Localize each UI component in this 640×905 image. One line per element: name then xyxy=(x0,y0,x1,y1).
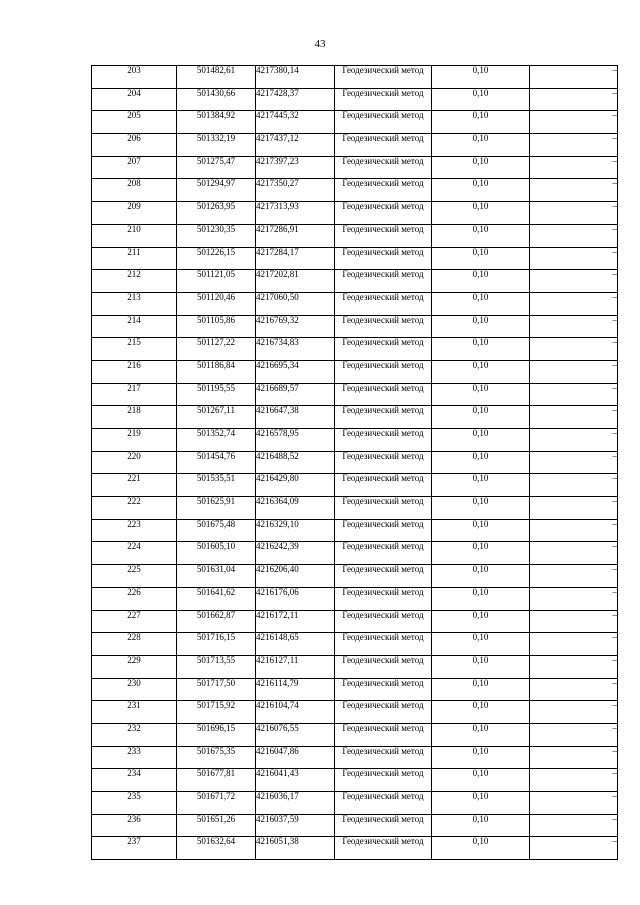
point-number-cell: 237 xyxy=(92,837,177,860)
accuracy-cell: 0,10 xyxy=(432,542,530,565)
table-row xyxy=(92,429,618,452)
point-number-cell: 208 xyxy=(92,179,177,202)
accuracy-cell: 0,10 xyxy=(432,338,530,361)
table-row xyxy=(92,315,618,338)
x-coordinate-cell: 501226,15 xyxy=(177,247,256,270)
x-coordinate-cell: 501632,64 xyxy=(177,837,256,860)
point-number-cell: 219 xyxy=(92,429,177,452)
accuracy-cell: 0,10 xyxy=(432,519,530,542)
point-number-cell: 216 xyxy=(92,360,177,383)
table-row xyxy=(92,156,618,179)
y-coordinate-cell: 4216578,95 xyxy=(256,429,335,452)
note-cell: – xyxy=(530,247,618,270)
table-row xyxy=(92,678,618,701)
method-cell: Геодезический метод xyxy=(335,315,432,338)
accuracy-cell: 0,10 xyxy=(432,224,530,247)
x-coordinate-cell: 501127,22 xyxy=(177,338,256,361)
y-coordinate-cell: 4217313,93 xyxy=(256,202,335,225)
y-coordinate-cell: 4217350,27 xyxy=(256,179,335,202)
table-row xyxy=(92,497,618,520)
accuracy-cell: 0,10 xyxy=(432,88,530,111)
y-coordinate-cell: 4216429,80 xyxy=(256,474,335,497)
note-cell: – xyxy=(530,678,618,701)
accuracy-cell: 0,10 xyxy=(432,270,530,293)
table-row xyxy=(92,723,618,746)
x-coordinate-cell: 501186,84 xyxy=(177,360,256,383)
point-number-cell: 204 xyxy=(92,88,177,111)
point-number-cell: 205 xyxy=(92,111,177,134)
y-coordinate-cell: 4216104,74 xyxy=(256,701,335,724)
x-coordinate-cell: 501671,72 xyxy=(177,792,256,815)
table-row xyxy=(92,814,618,837)
method-cell: Геодезический метод xyxy=(335,270,432,293)
table-row xyxy=(92,134,618,157)
x-coordinate-cell: 501605,10 xyxy=(177,542,256,565)
table-row xyxy=(92,701,618,724)
table-row xyxy=(92,338,618,361)
method-cell: Геодезический метод xyxy=(335,383,432,406)
accuracy-cell: 0,10 xyxy=(432,429,530,452)
y-coordinate-cell: 4217428,37 xyxy=(256,88,335,111)
y-coordinate-cell: 4217284,17 xyxy=(256,247,335,270)
y-coordinate-cell: 4217286,91 xyxy=(256,224,335,247)
point-number-cell: 206 xyxy=(92,134,177,157)
table-row xyxy=(92,406,618,429)
method-cell: Геодезический метод xyxy=(335,474,432,497)
method-cell: Геодезический метод xyxy=(335,88,432,111)
accuracy-cell: 0,10 xyxy=(432,292,530,315)
method-cell: Геодезический метод xyxy=(335,360,432,383)
x-coordinate-cell: 501105,86 xyxy=(177,315,256,338)
accuracy-cell: 0,10 xyxy=(432,610,530,633)
y-coordinate-cell: 4216127,11 xyxy=(256,655,335,678)
note-cell: – xyxy=(530,542,618,565)
note-cell: – xyxy=(530,497,618,520)
accuracy-cell: 0,10 xyxy=(432,769,530,792)
point-number-cell: 233 xyxy=(92,746,177,769)
method-cell: Геодезический метод xyxy=(335,542,432,565)
method-cell: Геодезический метод xyxy=(335,156,432,179)
x-coordinate-cell: 501696,15 xyxy=(177,723,256,746)
table-row xyxy=(92,519,618,542)
note-cell: – xyxy=(530,792,618,815)
note-cell: – xyxy=(530,565,618,588)
accuracy-cell: 0,10 xyxy=(432,474,530,497)
x-coordinate-cell: 501263,95 xyxy=(177,202,256,225)
point-number-cell: 229 xyxy=(92,655,177,678)
note-cell: – xyxy=(530,655,618,678)
y-coordinate-cell: 4216329,10 xyxy=(256,519,335,542)
point-number-cell: 209 xyxy=(92,202,177,225)
point-number-cell: 232 xyxy=(92,723,177,746)
y-coordinate-cell: 4216488,52 xyxy=(256,451,335,474)
y-coordinate-cell: 4216769,32 xyxy=(256,315,335,338)
x-coordinate-cell: 501715,92 xyxy=(177,701,256,724)
method-cell: Геодезический метод xyxy=(335,224,432,247)
note-cell: – xyxy=(530,451,618,474)
x-coordinate-cell: 501121,05 xyxy=(177,270,256,293)
point-number-cell: 234 xyxy=(92,769,177,792)
method-cell: Геодезический метод xyxy=(335,814,432,837)
point-number-cell: 212 xyxy=(92,270,177,293)
y-coordinate-cell: 4217445,32 xyxy=(256,111,335,134)
x-coordinate-cell: 501651,26 xyxy=(177,814,256,837)
x-coordinate-cell: 501717,50 xyxy=(177,678,256,701)
accuracy-cell: 0,10 xyxy=(432,792,530,815)
accuracy-cell: 0,10 xyxy=(432,701,530,724)
table-row xyxy=(92,224,618,247)
table-row xyxy=(92,88,618,111)
note-cell: – xyxy=(530,814,618,837)
note-cell: – xyxy=(530,270,618,293)
table-row xyxy=(92,746,618,769)
y-coordinate-cell: 4216051,38 xyxy=(256,837,335,860)
method-cell: Геодезический метод xyxy=(335,633,432,656)
note-cell: – xyxy=(530,633,618,656)
method-cell: Геодезический метод xyxy=(335,655,432,678)
point-number-cell: 225 xyxy=(92,565,177,588)
accuracy-cell: 0,10 xyxy=(432,451,530,474)
point-number-cell: 217 xyxy=(92,383,177,406)
method-cell: Геодезический метод xyxy=(335,837,432,860)
method-cell: Геодезический метод xyxy=(335,497,432,520)
accuracy-cell: 0,10 xyxy=(432,247,530,270)
note-cell: – xyxy=(530,610,618,633)
y-coordinate-cell: 4216036,17 xyxy=(256,792,335,815)
point-number-cell: 203 xyxy=(92,66,177,89)
table-row xyxy=(92,655,618,678)
table-row xyxy=(92,837,618,860)
x-coordinate-cell: 501352,74 xyxy=(177,429,256,452)
accuracy-cell: 0,10 xyxy=(432,723,530,746)
coordinates-table xyxy=(91,65,618,860)
x-coordinate-cell: 501120,46 xyxy=(177,292,256,315)
point-number-cell: 227 xyxy=(92,610,177,633)
table-row xyxy=(92,66,618,89)
point-number-cell: 231 xyxy=(92,701,177,724)
accuracy-cell: 0,10 xyxy=(432,678,530,701)
point-number-cell: 211 xyxy=(92,247,177,270)
y-coordinate-cell: 4216695,34 xyxy=(256,360,335,383)
y-coordinate-cell: 4216037,59 xyxy=(256,814,335,837)
table-row xyxy=(92,247,618,270)
y-coordinate-cell: 4216206,40 xyxy=(256,565,335,588)
point-number-cell: 213 xyxy=(92,292,177,315)
note-cell: – xyxy=(530,429,618,452)
page-number: 43 xyxy=(314,38,326,50)
method-cell: Геодезический метод xyxy=(335,678,432,701)
point-number-cell: 228 xyxy=(92,633,177,656)
y-coordinate-cell: 4216364,09 xyxy=(256,497,335,520)
point-number-cell: 226 xyxy=(92,587,177,610)
table-row xyxy=(92,542,618,565)
x-coordinate-cell: 501384,92 xyxy=(177,111,256,134)
method-cell: Геодезический метод xyxy=(335,587,432,610)
method-cell: Геодезический метод xyxy=(335,111,432,134)
table-row xyxy=(92,111,618,134)
x-coordinate-cell: 501482,61 xyxy=(177,66,256,89)
y-coordinate-cell: 4216647,38 xyxy=(256,406,335,429)
x-coordinate-cell: 501716,15 xyxy=(177,633,256,656)
x-coordinate-cell: 501631,04 xyxy=(177,565,256,588)
method-cell: Геодезический метод xyxy=(335,202,432,225)
x-coordinate-cell: 501454,76 xyxy=(177,451,256,474)
point-number-cell: 224 xyxy=(92,542,177,565)
table-row xyxy=(92,292,618,315)
table-row xyxy=(92,360,618,383)
note-cell: – xyxy=(530,66,618,89)
note-cell: – xyxy=(530,179,618,202)
coordinates-table-body xyxy=(92,66,618,860)
point-number-cell: 230 xyxy=(92,678,177,701)
y-coordinate-cell: 4216176,06 xyxy=(256,587,335,610)
note-cell: – xyxy=(530,88,618,111)
method-cell: Геодезический метод xyxy=(335,792,432,815)
y-coordinate-cell: 4216076,55 xyxy=(256,723,335,746)
method-cell: Геодезический метод xyxy=(335,134,432,157)
table-row xyxy=(92,383,618,406)
x-coordinate-cell: 501230,35 xyxy=(177,224,256,247)
accuracy-cell: 0,10 xyxy=(432,156,530,179)
accuracy-cell: 0,10 xyxy=(432,497,530,520)
method-cell: Геодезический метод xyxy=(335,723,432,746)
accuracy-cell: 0,10 xyxy=(432,565,530,588)
point-number-cell: 235 xyxy=(92,792,177,815)
point-number-cell: 207 xyxy=(92,156,177,179)
method-cell: Геодезический метод xyxy=(335,519,432,542)
note-cell: – xyxy=(530,360,618,383)
accuracy-cell: 0,10 xyxy=(432,587,530,610)
method-cell: Геодезический метод xyxy=(335,179,432,202)
accuracy-cell: 0,10 xyxy=(432,837,530,860)
note-cell: – xyxy=(530,315,618,338)
x-coordinate-cell: 501713,55 xyxy=(177,655,256,678)
accuracy-cell: 0,10 xyxy=(432,633,530,656)
y-coordinate-cell: 4217202,81 xyxy=(256,270,335,293)
note-cell: – xyxy=(530,134,618,157)
x-coordinate-cell: 501641,62 xyxy=(177,587,256,610)
x-coordinate-cell: 501662,87 xyxy=(177,610,256,633)
table-row xyxy=(92,565,618,588)
x-coordinate-cell: 501294,97 xyxy=(177,179,256,202)
x-coordinate-cell: 501677,81 xyxy=(177,769,256,792)
y-coordinate-cell: 4216047,86 xyxy=(256,746,335,769)
note-cell: – xyxy=(530,769,618,792)
accuracy-cell: 0,10 xyxy=(432,746,530,769)
point-number-cell: 236 xyxy=(92,814,177,837)
x-coordinate-cell: 501267,11 xyxy=(177,406,256,429)
method-cell: Геодезический метод xyxy=(335,769,432,792)
point-number-cell: 220 xyxy=(92,451,177,474)
note-cell: – xyxy=(530,746,618,769)
note-cell: – xyxy=(530,224,618,247)
method-cell: Геодезический метод xyxy=(335,746,432,769)
note-cell: – xyxy=(530,383,618,406)
y-coordinate-cell: 4217397,23 xyxy=(256,156,335,179)
table-row xyxy=(92,792,618,815)
note-cell: – xyxy=(530,519,618,542)
y-coordinate-cell: 4216172,11 xyxy=(256,610,335,633)
accuracy-cell: 0,10 xyxy=(432,406,530,429)
y-coordinate-cell: 4216242,39 xyxy=(256,542,335,565)
method-cell: Геодезический метод xyxy=(335,338,432,361)
table-row xyxy=(92,179,618,202)
accuracy-cell: 0,10 xyxy=(432,134,530,157)
method-cell: Геодезический метод xyxy=(335,610,432,633)
method-cell: Геодезический метод xyxy=(335,565,432,588)
y-coordinate-cell: 4217060,50 xyxy=(256,292,335,315)
method-cell: Геодезический метод xyxy=(335,66,432,89)
point-number-cell: 214 xyxy=(92,315,177,338)
x-coordinate-cell: 501332,19 xyxy=(177,134,256,157)
point-number-cell: 223 xyxy=(92,519,177,542)
method-cell: Геодезический метод xyxy=(335,247,432,270)
method-cell: Геодезический метод xyxy=(335,292,432,315)
y-coordinate-cell: 4216114,79 xyxy=(256,678,335,701)
x-coordinate-cell: 501625,91 xyxy=(177,497,256,520)
table-row xyxy=(92,451,618,474)
method-cell: Геодезический метод xyxy=(335,429,432,452)
note-cell: – xyxy=(530,587,618,610)
x-coordinate-cell: 501430,66 xyxy=(177,88,256,111)
y-coordinate-cell: 4216148,65 xyxy=(256,633,335,656)
point-number-cell: 215 xyxy=(92,338,177,361)
note-cell: – xyxy=(530,701,618,724)
x-coordinate-cell: 501675,35 xyxy=(177,746,256,769)
note-cell: – xyxy=(530,292,618,315)
table-row xyxy=(92,474,618,497)
x-coordinate-cell: 501275,47 xyxy=(177,156,256,179)
method-cell: Геодезический метод xyxy=(335,406,432,429)
note-cell: – xyxy=(530,202,618,225)
y-coordinate-cell: 4216041,43 xyxy=(256,769,335,792)
note-cell: – xyxy=(530,156,618,179)
table-row xyxy=(92,769,618,792)
method-cell: Геодезический метод xyxy=(335,451,432,474)
table-row xyxy=(92,587,618,610)
accuracy-cell: 0,10 xyxy=(432,111,530,134)
accuracy-cell: 0,10 xyxy=(432,202,530,225)
point-number-cell: 221 xyxy=(92,474,177,497)
point-number-cell: 222 xyxy=(92,497,177,520)
table-row xyxy=(92,202,618,225)
table-row xyxy=(92,633,618,656)
y-coordinate-cell: 4216734,83 xyxy=(256,338,335,361)
note-cell: – xyxy=(530,837,618,860)
note-cell: – xyxy=(530,338,618,361)
point-number-cell: 210 xyxy=(92,224,177,247)
point-number-cell: 218 xyxy=(92,406,177,429)
note-cell: – xyxy=(530,406,618,429)
accuracy-cell: 0,10 xyxy=(432,66,530,89)
x-coordinate-cell: 501195,55 xyxy=(177,383,256,406)
accuracy-cell: 0,10 xyxy=(432,179,530,202)
table-row xyxy=(92,270,618,293)
y-coordinate-cell: 4216689,57 xyxy=(256,383,335,406)
note-cell: – xyxy=(530,723,618,746)
x-coordinate-cell: 501535,51 xyxy=(177,474,256,497)
y-coordinate-cell: 4217380,14 xyxy=(256,66,335,89)
accuracy-cell: 0,10 xyxy=(432,655,530,678)
table-row xyxy=(92,610,618,633)
x-coordinate-cell: 501675,48 xyxy=(177,519,256,542)
accuracy-cell: 0,10 xyxy=(432,383,530,406)
y-coordinate-cell: 4217437,12 xyxy=(256,134,335,157)
note-cell: – xyxy=(530,111,618,134)
accuracy-cell: 0,10 xyxy=(432,814,530,837)
accuracy-cell: 0,10 xyxy=(432,360,530,383)
note-cell: – xyxy=(530,474,618,497)
accuracy-cell: 0,10 xyxy=(432,315,530,338)
method-cell: Геодезический метод xyxy=(335,701,432,724)
